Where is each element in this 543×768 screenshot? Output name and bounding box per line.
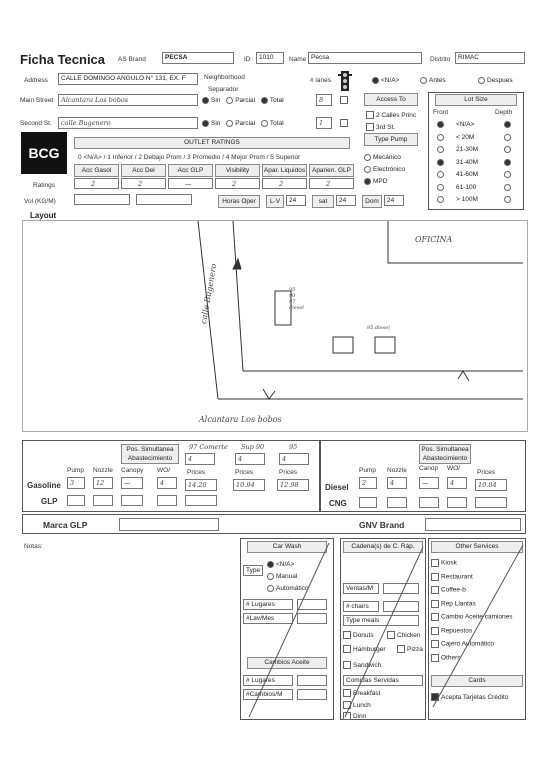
main-total-radio[interactable]: Total bbox=[261, 97, 284, 104]
lv-field[interactable]: 24 bbox=[286, 195, 306, 206]
type-meals-label: Type meals bbox=[343, 615, 419, 626]
hamburger-checkbox[interactable]: Hamburger bbox=[343, 646, 386, 653]
second-st-label: Second St. bbox=[20, 120, 52, 127]
cng-pump-field[interactable] bbox=[359, 497, 377, 508]
layout-label-oficina: OFICINA bbox=[415, 235, 453, 244]
front-label: Front bbox=[433, 109, 449, 116]
front-radio[interactable] bbox=[437, 146, 444, 153]
bcg-logo: BCG bbox=[21, 132, 67, 174]
other-service-item[interactable]: Coffee-b bbox=[431, 586, 466, 594]
front-radio[interactable] bbox=[437, 171, 444, 178]
wo-label-left: WO/ bbox=[157, 467, 170, 474]
price-90-field[interactable]: 10.94 bbox=[233, 479, 265, 491]
outlet-rating-field[interactable]: 2 bbox=[74, 178, 119, 189]
cng-price-field[interactable] bbox=[475, 497, 507, 508]
layout-label-islas: 95 90 97 diesel bbox=[289, 287, 304, 311]
timing-antes-radio[interactable]: Antes bbox=[420, 77, 446, 84]
marca-glp-field[interactable] bbox=[119, 518, 219, 531]
second-sin-radio[interactable]: Sin bbox=[202, 120, 220, 127]
col-95-field[interactable]: 4 bbox=[279, 453, 309, 465]
diesel-price-field[interactable]: 10.84 bbox=[475, 479, 507, 491]
timing-despues-radio[interactable]: Despues bbox=[478, 77, 513, 84]
layout-label-calle: calle Bugenero bbox=[199, 262, 219, 325]
gasoline-nozzle-field[interactable]: 12 bbox=[93, 477, 113, 489]
outlet-category-button[interactable]: Acc GLP bbox=[168, 164, 213, 177]
front-radio[interactable] bbox=[437, 121, 444, 128]
third-st-checkbox[interactable]: 3rd St. bbox=[366, 124, 395, 131]
distrito-field[interactable]: RIMAC bbox=[455, 52, 525, 64]
carwash-panel bbox=[240, 538, 334, 720]
depth-radio[interactable] bbox=[504, 134, 511, 141]
pump-label-right: Pump bbox=[359, 467, 376, 474]
front-radio[interactable] bbox=[437, 134, 444, 141]
dom-label: Dom bbox=[362, 195, 382, 208]
lanes-label: # lanes bbox=[310, 77, 331, 84]
prices-90-label: Prices bbox=[235, 469, 254, 476]
chicken-checkbox[interactable]: Chicken bbox=[387, 632, 420, 639]
cadena-panel bbox=[340, 538, 426, 720]
lunch-checkbox[interactable]: Lunch bbox=[343, 702, 371, 709]
brand-row bbox=[22, 514, 526, 534]
donuts-checkbox[interactable]: Donuts bbox=[343, 632, 374, 639]
pos-simultanea-right: Pos. Simultanea Abastecimiento bbox=[419, 444, 471, 464]
layout-sketch bbox=[23, 221, 527, 431]
sat-label: sat bbox=[312, 195, 334, 208]
diesel-label: Diesel bbox=[325, 483, 349, 492]
id-label: ID bbox=[244, 56, 251, 63]
gasoline-canopy-field[interactable]: — bbox=[121, 477, 143, 489]
depth-radio[interactable] bbox=[504, 196, 511, 203]
main-street-label: Main Street bbox=[20, 97, 54, 104]
main-lanes-checkbox[interactable] bbox=[340, 96, 350, 104]
ratings-scale: 0 <N/A> / 1 Inferior / 2 Debajo Prom / 3 Promedio / 4 Mejor Prom / 5 Superior bbox=[78, 154, 301, 161]
ventas-label: Ventas/M bbox=[343, 583, 379, 594]
gnv-brand-field[interactable] bbox=[425, 518, 521, 531]
main-sin-radio[interactable]: Sin bbox=[202, 97, 220, 104]
diesel-pump-field[interactable]: 2 bbox=[359, 477, 377, 489]
diesel-nozzle-field[interactable]: 4 bbox=[387, 477, 407, 489]
nozzle-label-left: Nozzle bbox=[93, 467, 113, 474]
pos-simultanea-left: Pos. Simultanea Abastecimiento bbox=[121, 444, 179, 464]
as-brand-field[interactable]: PECSA bbox=[162, 52, 234, 64]
pump-label-left: Pump bbox=[67, 467, 84, 474]
wo-label-right: WO/ bbox=[447, 465, 460, 472]
horas-oper-button[interactable]: Horas Oper bbox=[218, 195, 260, 208]
dinn-checkbox[interactable]: Dinn bbox=[343, 713, 366, 720]
other-services-strike bbox=[429, 539, 527, 721]
lot-size-option: 21-30M bbox=[437, 146, 513, 153]
outlet-category-button[interactable]: Aparien. GLP bbox=[309, 164, 354, 177]
lv-label: L-V bbox=[266, 195, 284, 208]
neighborhood-label: Neighborhood bbox=[204, 74, 245, 81]
type-pump-button[interactable]: Type Pump bbox=[364, 133, 418, 146]
diesel-wo-field[interactable]: 4 bbox=[447, 477, 467, 489]
second-lanes-checkbox[interactable] bbox=[340, 119, 350, 127]
cadena-strike bbox=[341, 539, 427, 721]
carwash-title: Car Wash bbox=[247, 541, 327, 553]
lot-size-option: 41-60M bbox=[437, 171, 513, 178]
outlet-rating-field[interactable]: 2 bbox=[309, 178, 354, 189]
address-field[interactable]: CALLE DOMINGO ANGULO N° 131, EX. F bbox=[58, 73, 198, 85]
cng-nozzle-field[interactable] bbox=[387, 497, 407, 508]
outlet-rating-field[interactable]: 2 bbox=[262, 178, 307, 189]
as-brand-label: AS Brand bbox=[118, 56, 146, 63]
depth-radio[interactable] bbox=[504, 159, 511, 166]
timing-na-radio[interactable]: <N/A> bbox=[372, 77, 399, 84]
glp-label: GLP bbox=[41, 497, 58, 506]
access-to-button[interactable]: Access To bbox=[364, 93, 418, 106]
two-calles-checkbox[interactable]: 2 Calles Princ bbox=[366, 112, 416, 119]
outlet-rating-field[interactable]: — bbox=[168, 178, 213, 189]
second-parcial-radio[interactable]: Parcial bbox=[226, 120, 255, 127]
other-service-item[interactable]: Rep Llantas bbox=[431, 600, 476, 608]
cambios-m-label: #Cambios/M bbox=[243, 689, 293, 700]
carwash-lugares-label: # Lugares bbox=[243, 599, 293, 610]
carwash-type-label: Type bbox=[243, 565, 263, 576]
canopy-label-right: Canop bbox=[419, 465, 439, 472]
other-service-item[interactable]: Repuestos bbox=[431, 627, 472, 635]
gnv-brand-label: GNV Brand bbox=[359, 520, 405, 530]
prices-95-label: Prices bbox=[279, 469, 298, 476]
prices-97-label: Prices bbox=[187, 469, 206, 476]
gasoline-label: Gasoline bbox=[27, 481, 61, 490]
lot-size-option: > 100M bbox=[437, 196, 513, 203]
separador-label: Separador bbox=[208, 86, 239, 93]
carwash-na-radio[interactable]: <N/A> bbox=[267, 561, 294, 568]
outlet-category-button[interactable]: Apar. Liquidos bbox=[262, 164, 307, 177]
ratings-label: Ratings bbox=[33, 182, 56, 189]
octane-97-label: 97 Comerte bbox=[189, 443, 228, 451]
octane-90-label: Sup 90 bbox=[241, 443, 265, 451]
cng-canopy-field[interactable] bbox=[419, 497, 439, 508]
front-radio[interactable] bbox=[437, 159, 444, 166]
outlet-category-button[interactable]: Acc Gasol bbox=[74, 164, 119, 177]
glp-nozzle-field[interactable] bbox=[93, 495, 113, 506]
carwash-lavmes-label: #Lav/Mes bbox=[243, 613, 293, 624]
breakfast-checkbox[interactable]: Breakfast bbox=[343, 690, 380, 697]
second-total-radio[interactable]: Total bbox=[261, 120, 284, 127]
fuel-right-panel bbox=[320, 440, 526, 512]
distrito-label: Distrito bbox=[430, 56, 451, 63]
outlet-ratings-title: OUTLET RATINGS bbox=[74, 137, 350, 149]
glp-wo-field[interactable] bbox=[157, 495, 177, 506]
layout-canvas[interactable] bbox=[22, 220, 528, 432]
col-97-field[interactable]: 4 bbox=[185, 453, 215, 465]
cambios-title: Cambios Aceite bbox=[247, 657, 327, 669]
carwash-manual-radio[interactable]: Manual bbox=[267, 573, 297, 580]
fuel-left-panel bbox=[22, 440, 320, 512]
gasoline-wo-field[interactable]: 4 bbox=[157, 477, 177, 489]
chairs-label: # chairs bbox=[343, 601, 379, 612]
mecanico-radio[interactable]: Mecánico bbox=[364, 154, 401, 161]
second-st-field[interactable]: calle Bugenero bbox=[58, 117, 198, 129]
cng-label: CNG bbox=[329, 499, 347, 508]
vol-field[interactable] bbox=[74, 194, 130, 205]
lot-size-option: < 20M bbox=[437, 134, 513, 141]
other-service-item[interactable]: Kiosk bbox=[431, 559, 457, 567]
lot-size-option: 31-40M bbox=[437, 159, 513, 166]
price-95-field[interactable]: 12.98 bbox=[277, 479, 309, 491]
name-field[interactable]: Pecsa bbox=[308, 52, 422, 64]
outlet-category-button[interactable]: Acc Del bbox=[121, 164, 166, 177]
outlet-category-button[interactable]: Visibility bbox=[215, 164, 260, 177]
lot-size-option: 61-100 bbox=[437, 184, 513, 191]
price-97-field[interactable]: 14.20 bbox=[185, 479, 217, 491]
depth-label: Depth bbox=[495, 109, 513, 116]
marca-glp-label: Marca GLP bbox=[43, 520, 88, 530]
name-label: Name bbox=[289, 56, 307, 63]
mpd-radio[interactable]: MPD bbox=[364, 178, 387, 185]
carwash-strike bbox=[241, 539, 335, 721]
notes-area[interactable] bbox=[22, 552, 236, 722]
cambios-lugares-label: # Lugares bbox=[243, 675, 293, 686]
front-radio[interactable] bbox=[437, 196, 444, 203]
main-parcial-radio[interactable]: Parcial bbox=[226, 97, 255, 104]
other-services-title: Other Services bbox=[431, 541, 523, 553]
sandwich-checkbox[interactable]: Sandwich bbox=[343, 662, 381, 669]
nozzle-label-right: Nozzle bbox=[387, 467, 407, 474]
main-lanes-field[interactable]: 8 bbox=[316, 94, 332, 106]
diesel-canopy-field[interactable]: — bbox=[419, 477, 439, 489]
other-service-item[interactable]: Cambio Aceite camiones bbox=[431, 613, 513, 621]
gasoline-pump-field[interactable]: 3 bbox=[67, 477, 85, 489]
acepta-tarjetas-checkbox[interactable]: Acepta Tarjetas Crédito bbox=[431, 694, 508, 701]
second-lanes-field[interactable]: 1 bbox=[316, 117, 332, 129]
carwash-auto-radio[interactable]: Automático bbox=[267, 585, 309, 592]
front-radio[interactable] bbox=[437, 184, 444, 191]
vol-label: Vol (KG/M) bbox=[24, 198, 56, 205]
id-field[interactable]: 1010 bbox=[256, 52, 284, 64]
octane-95-label: 95 bbox=[289, 443, 298, 451]
outlet-rating-field[interactable]: 2 bbox=[121, 178, 166, 189]
notes-label: Notas: bbox=[24, 543, 43, 550]
col-90-field[interactable]: 4 bbox=[235, 453, 265, 465]
cadena-title: Cadena(s) de C. Ráp. bbox=[343, 541, 423, 553]
vol-field-2[interactable] bbox=[136, 194, 192, 205]
outlet-rating-field[interactable]: 2 bbox=[215, 178, 260, 189]
main-street-field[interactable]: Alcantara Los bobos bbox=[58, 94, 198, 106]
cng-wo-field[interactable] bbox=[447, 497, 467, 508]
layout-label-alcantara: Alcantara Los bobos bbox=[199, 415, 282, 424]
depth-radio[interactable] bbox=[504, 121, 511, 128]
other-service-item[interactable]: Restaurant bbox=[431, 573, 473, 581]
cards-title: Cards bbox=[431, 675, 523, 687]
lot-size-option: <N/A> bbox=[437, 121, 513, 128]
comidas-label: Comidas Servidas bbox=[343, 675, 423, 686]
depth-radio[interactable] bbox=[504, 146, 511, 153]
form-title: Ficha Tecnica bbox=[20, 52, 106, 67]
pizza-checkbox[interactable]: Pizza bbox=[397, 646, 423, 653]
layout-title: Layout bbox=[30, 211, 57, 220]
depth-radio[interactable] bbox=[504, 171, 511, 178]
sat-field[interactable]: 24 bbox=[336, 195, 356, 206]
address-label: Address bbox=[24, 77, 48, 84]
glp-pump-field[interactable] bbox=[67, 495, 85, 506]
prices-diesel-label: Prices bbox=[477, 469, 496, 476]
glp-canopy-field[interactable] bbox=[121, 495, 143, 506]
depth-radio[interactable] bbox=[504, 184, 511, 191]
other-services-panel bbox=[428, 538, 526, 720]
electronico-radio[interactable]: Electrónico bbox=[364, 166, 405, 173]
canopy-label-left: Canopy bbox=[121, 467, 144, 474]
other-service-item[interactable]: Others bbox=[431, 654, 461, 662]
other-service-item[interactable]: Cajero Automático bbox=[431, 640, 494, 648]
traffic-light-icon bbox=[338, 71, 352, 95]
glp-price-field[interactable] bbox=[185, 495, 217, 506]
layout-label-diesel: 95 diesel bbox=[367, 325, 390, 331]
dom-field[interactable]: 24 bbox=[384, 195, 404, 206]
lot-size-panel bbox=[428, 92, 524, 210]
lot-size-title: Lot Size bbox=[435, 94, 517, 106]
